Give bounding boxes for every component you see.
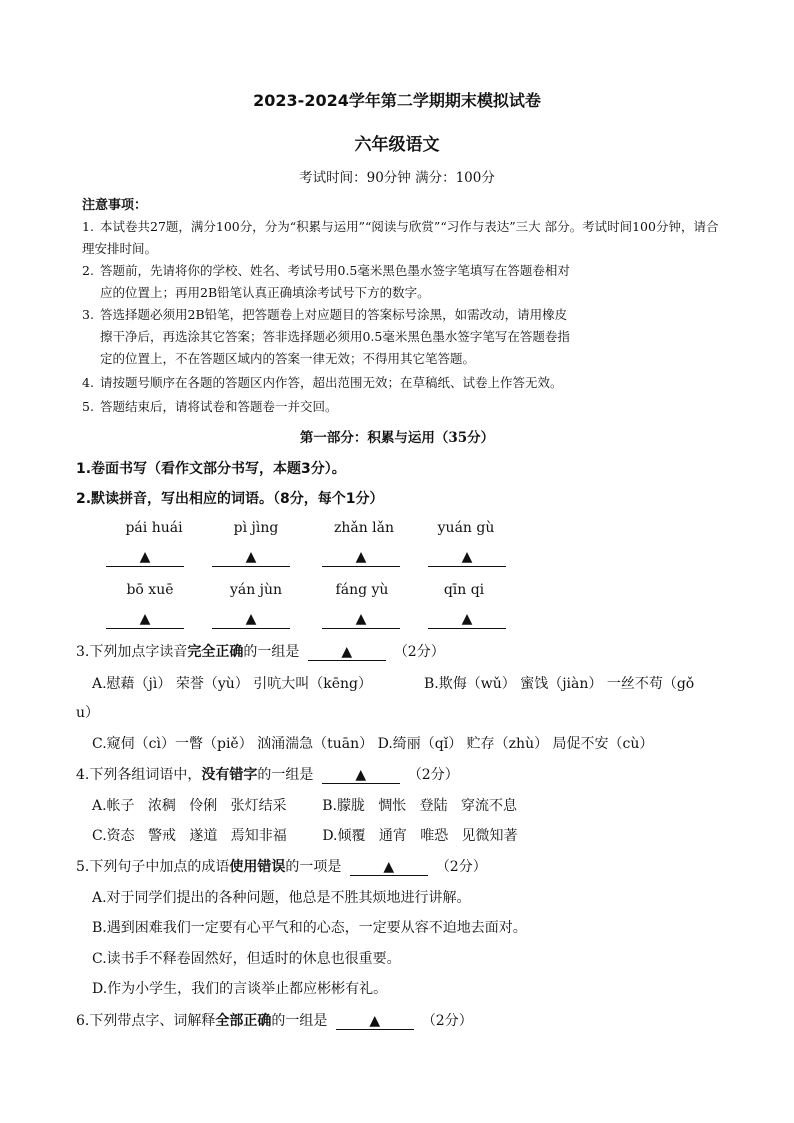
pinyin-prompt: pái huái bbox=[125, 520, 183, 536]
option-a: A.慰藉（jì） 荣誉（yù） 引吭大叫（kēng） bbox=[92, 676, 372, 692]
pinyin-prompt: zhǎn lǎn bbox=[333, 520, 395, 536]
option-b: B.欺侮（wǔ） 蜜饯（jiàn） 一丝不苟（gǒ bbox=[424, 676, 695, 692]
note-text: 本试卷共27题，满分100分，分为“积累与运用”“阅读与欣赏”“习作与表达”三大 bbox=[100, 219, 541, 234]
note-text: 部分。考试时间100分钟，请合理安排时间。 bbox=[82, 219, 719, 256]
question-6 bbox=[76, 1010, 473, 1030]
question-1 bbox=[76, 458, 346, 478]
note-text: 请按题号顺序在各题的答题区内作答，超出范围无效；在草稿纸、试卷上作答无效。 bbox=[100, 375, 563, 390]
note-item bbox=[82, 396, 722, 418]
question-text: 的一组是 bbox=[257, 767, 314, 783]
question-emphasis: 完全正确 bbox=[187, 644, 244, 660]
option-d: D.作为小学生，我们的言谈举止都应彬彬有礼。 bbox=[92, 981, 388, 997]
question-text: 的一组是 bbox=[243, 644, 300, 660]
question-emphasis: 使用错误 bbox=[229, 859, 286, 875]
note-number: 4. bbox=[82, 375, 94, 390]
question-text: 6.下列带点字、词解释 bbox=[76, 1013, 216, 1029]
question-3 bbox=[76, 641, 445, 661]
question-score: （2分） bbox=[421, 1013, 473, 1029]
question-score: （2分） bbox=[407, 767, 459, 783]
answer-blank[interactable]: ▲ bbox=[428, 548, 506, 567]
question-text: 5.下列句子中加点的成语 bbox=[76, 859, 230, 875]
question-text: 2.默读拼音，写出相应的词语。（8分，每个1分） bbox=[76, 491, 384, 507]
question-text: 3.下列加点字读音 bbox=[76, 644, 188, 660]
answer-blank[interactable]: ▲ bbox=[428, 610, 506, 629]
question-emphasis: 全部正确 bbox=[215, 1013, 272, 1029]
option-c-d: C.窥伺（cì）一瞥（piě） 汹涌湍急（tuān） D.绮丽（qǐ） 贮存（zhù） 局促不安（cù） bbox=[92, 736, 654, 752]
answer-blank[interactable]: ▲ bbox=[350, 859, 428, 876]
option-b: B.遇到困难我们一定要有心平气和的心态，一定要从容不迫地去面对。 bbox=[92, 920, 527, 936]
note-text: 应的位置上；再用2B铅笔认真正确填涂考试号下方的数字。 bbox=[100, 285, 430, 300]
note-number: 5. bbox=[82, 399, 94, 414]
answer-blank[interactable]: ▲ bbox=[106, 610, 184, 629]
option-a: A.对于同学们提出的各种问题，他总是不胜其烦地进行讲解。 bbox=[92, 890, 471, 906]
answer-blank[interactable]: ▲ bbox=[322, 610, 400, 629]
note-item bbox=[82, 372, 722, 394]
answer-blank[interactable]: ▲ bbox=[322, 767, 400, 784]
pinyin-prompt: fáng yù bbox=[335, 582, 389, 598]
note-text: 答题结束后，请将试卷和答题卷一并交回。 bbox=[100, 399, 338, 414]
options-row: A.帐子 浓稠 伶俐 张灯结采 B.朦胧 惆怅 登陆 穿流不息 bbox=[92, 798, 518, 814]
note-text: 擦干净后，再选涂其它答案；答非选择题必须用0.5毫米黑色墨水签字笔写在答题卷指 bbox=[100, 329, 570, 344]
question-emphasis: 没有错字 bbox=[201, 767, 258, 783]
question-5 bbox=[76, 856, 487, 876]
answer-blank[interactable]: ▲ bbox=[212, 548, 290, 567]
note-item bbox=[82, 216, 722, 260]
answer-blank[interactable]: ▲ bbox=[308, 644, 386, 661]
question-2 bbox=[76, 488, 384, 508]
notes-heading: 注意事项： bbox=[82, 198, 148, 213]
note-text: 定的位置上，不在答题区域内的答案一律无效；不得用其它笔答题。 bbox=[100, 351, 476, 366]
note-item bbox=[82, 260, 722, 304]
note-text: 答题前，先请将你的学校、姓名、考试号用0.5毫米黑色墨水签字笔填写在答题卷相对 bbox=[100, 263, 570, 278]
note-item bbox=[82, 304, 722, 370]
answer-blank[interactable]: ▲ bbox=[106, 548, 184, 567]
exam-title: 2023-2024学年第二学期期末模拟试卷 bbox=[253, 91, 541, 110]
question-score: （2分） bbox=[393, 644, 445, 660]
answer-blank[interactable]: ▲ bbox=[322, 548, 400, 567]
question-4 bbox=[76, 764, 459, 784]
question-text: 的一组是 bbox=[271, 1013, 328, 1029]
question-text: 的一项是 bbox=[285, 859, 342, 875]
pinyin-prompt: pì jìng bbox=[233, 520, 279, 536]
note-text: 答选择题必须用2B铅笔，把答题卷上对应题目的答案标号涂黑，如需改动，请用橡皮 bbox=[100, 307, 568, 322]
exam-subject: 六年级语文 bbox=[354, 135, 440, 155]
question-text: 4.下列各组词语中， bbox=[76, 767, 202, 783]
section-heading: 第一部分：积累与运用（35分） bbox=[299, 430, 495, 446]
question-score: （2分） bbox=[435, 859, 487, 875]
pinyin-prompt: qīn qi bbox=[443, 582, 485, 598]
options-row: C.资态 警戒 遂道 焉知非福 D.倾覆 通宵 唯恐 见微知著 bbox=[92, 828, 518, 844]
note-number: 1. bbox=[82, 219, 94, 234]
answer-blank[interactable]: ▲ bbox=[336, 1013, 414, 1030]
pinyin-prompt: bō xuē bbox=[126, 582, 174, 598]
pinyin-prompt: yuán gù bbox=[437, 520, 495, 536]
exam-time-score: 考试时间：90分钟 满分：100分 bbox=[299, 170, 495, 186]
option-c: C.读书手不释卷固然好，但适时的休息也很重要。 bbox=[92, 951, 401, 967]
option-b-wrap: u） bbox=[76, 705, 100, 721]
pinyin-prompt: yán jùn bbox=[229, 582, 283, 598]
answer-blank[interactable]: ▲ bbox=[212, 610, 290, 629]
note-number: 3. bbox=[82, 307, 94, 322]
note-number: 2. bbox=[82, 263, 94, 278]
question-text: 1.卷面书写（看作文部分书写，本题3分）。 bbox=[76, 461, 346, 477]
